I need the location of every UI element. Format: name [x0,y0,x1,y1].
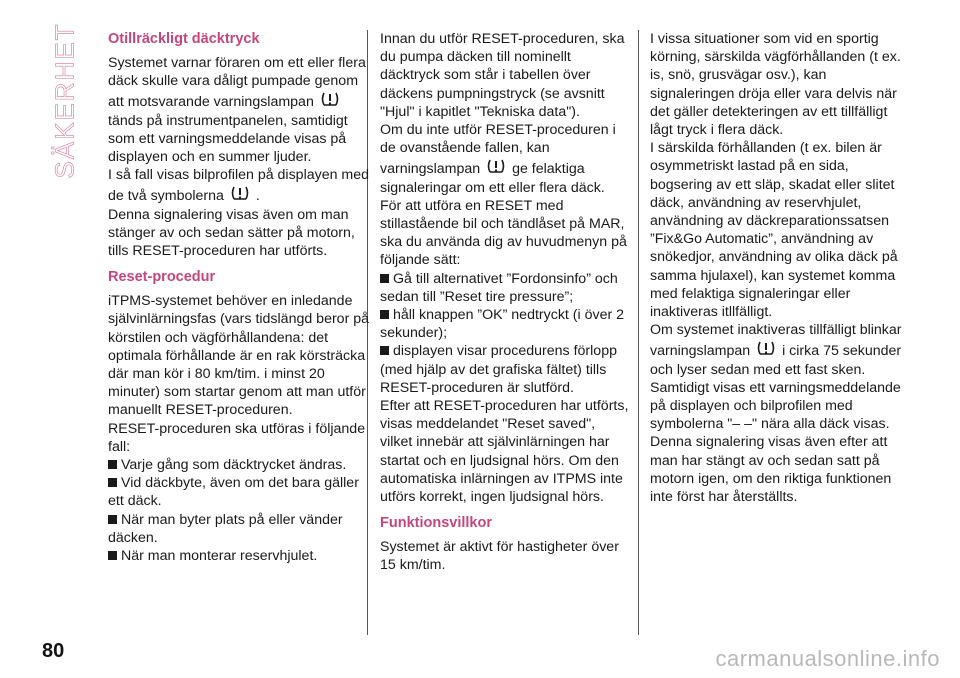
page-number: 80 [42,640,65,662]
list-item: displayen visar procedurens förlopp (med hjälp av det grafiska fältet) tills RESET-proceduren är slutförd. [380,343,617,396]
paragraph: Innan du utför RESET-proceduren, ska du pumpa däcken till nominellt däcktryck som står i tabellen över däckens pumpningstryck (se avsnitt "Hjul" i kapitlet "Tekniska data"). [380,31,625,120]
tire-pressure-warning-icon [320,90,340,108]
paragraph: För att utföra en RESET med stillastående bil och tändlåset på MAR, ska du använda dig av huvudmenyn på följande sätt: [380,197,627,269]
column-3 [650,30,908,506]
list-item: Varje gång som däcktrycket ändras. [108,456,370,474]
square-bullet-icon [108,515,117,524]
heading-low-tire-pressure: Otillräckligt däcktryck [108,31,260,47]
column-2 [380,30,630,575]
list-item: När man byter plats på eller vänder däcken. [108,511,343,546]
paragraph: Systemet är aktivt för hastigheter över 15 km/tim. [380,539,619,574]
paragraph: I så fall visas bilprofilen på displayen med de två symbolerna . [108,167,370,205]
list-item: När man monterar reservhjulet. [108,547,370,565]
square-bullet-icon [108,551,117,560]
column-divider [638,30,639,635]
heading-reset-procedure: Reset-procedur [108,269,216,286]
square-bullet-icon [108,460,117,469]
paragraph: Denna signalering visas även om man stänger av och sedan sätter på motorn, tills RESET-proceduren har utförts. [108,206,355,260]
list-item: håll knappen ”OK” nedtryckt (i över 2 sekunder); [380,307,625,342]
tire-pressure-warning-icon [486,157,506,175]
square-bullet-icon [380,310,389,319]
tire-pressure-warning-icon [230,184,250,202]
square-bullet-icon [380,274,389,283]
paragraph: Om du inte utför RESET-proceduren i de ovanstående fallen, kan varningslampan ge felaktiga signaleringar om ett eller flera däck. [380,122,616,196]
square-bullet-icon [380,346,389,355]
paragraph: Systemet varnar föraren om ett eller flera däck skulle vara dåligt pumpade genom att motsvarande varningslampan tänds på instrumentpanelen, samtidigt som ett varningsmeddelande visas på displayen och en summer ljuder. [108,55,366,166]
section-title-vertical [40,21,90,179]
paragraph: RESET-proceduren ska utföras i följande fall: [108,420,366,455]
paragraph: I vissa situationer som vid en sportig körning, särskilda vägförhållanden (t ex. is, snö, grusvägar osv.), kan signaleringen dröja eller vara delvis när det gäller detekteringen av ett tillfälligt lågt tryck i flera däck. [650,31,901,139]
paragraph: Efter att RESET-proceduren har utförts, visas meddelandet "Reset saved", vilket innebär att självinlärningen har startat och en ljudsignal hörs. Om den automatiska inlärningen av ITPMS inte utförs korrekt, ingen ljudsignal hörs. [380,398,629,506]
section-title-text: SÄKERHET [49,21,80,179]
list-item: Gå till alternativet ”Fordonsinfo” och sedan till ”Reset tire pressure”; [380,270,618,305]
watermark: carmanualsonline.info [715,646,940,671]
paragraph: I särskilda förhållanden (t ex. bilen är osymmetriskt lastad på en sida, bogsering av ett släp, skadat eller slitet däck, användning av reservhjulet, användning av däckreparationssatsen ”Fix&Go Automatic”, användning av snökedjor, användning av olika däck på samma hjulaxel), kan systemet komma med felaktiga signaleringar eller inaktiveras itllfälligt. [650,140,898,321]
paragraph: iTPMS-systemet behöver en inledande självinlärningsfas (vars tidslängd beror på körstilen och vägförhållandena: det optimala förhållande är en rak körsträcka där man kör i 80 km/tim. i minst 20 minuter) som startar genom att man utför manuellt RESET-proceduren. [108,293,370,419]
paragraph: Denna signalering visas även efter att man har stängt av och sedan satt på motorn igen, om den riktiga funktionen inte först har återställts. [650,434,892,506]
paragraph: Om systemet inaktiveras tillfälligt blinkar varningslampan i cirka 75 sekunder och lyser sedan med ett fast sken. Samtidigt visas ett varningsmeddelande på displayen och bilprofilen med symbolerna "– –" nära alla däck visas. [650,322,902,433]
list-item: Vid däckbyte, även om det bara gäller ett däck. [108,475,359,510]
column-1 [108,30,370,565]
heading-operating-conditions: Funktionsvillkor [380,515,492,532]
tire-pressure-warning-icon [756,339,776,357]
square-bullet-icon [108,478,117,487]
